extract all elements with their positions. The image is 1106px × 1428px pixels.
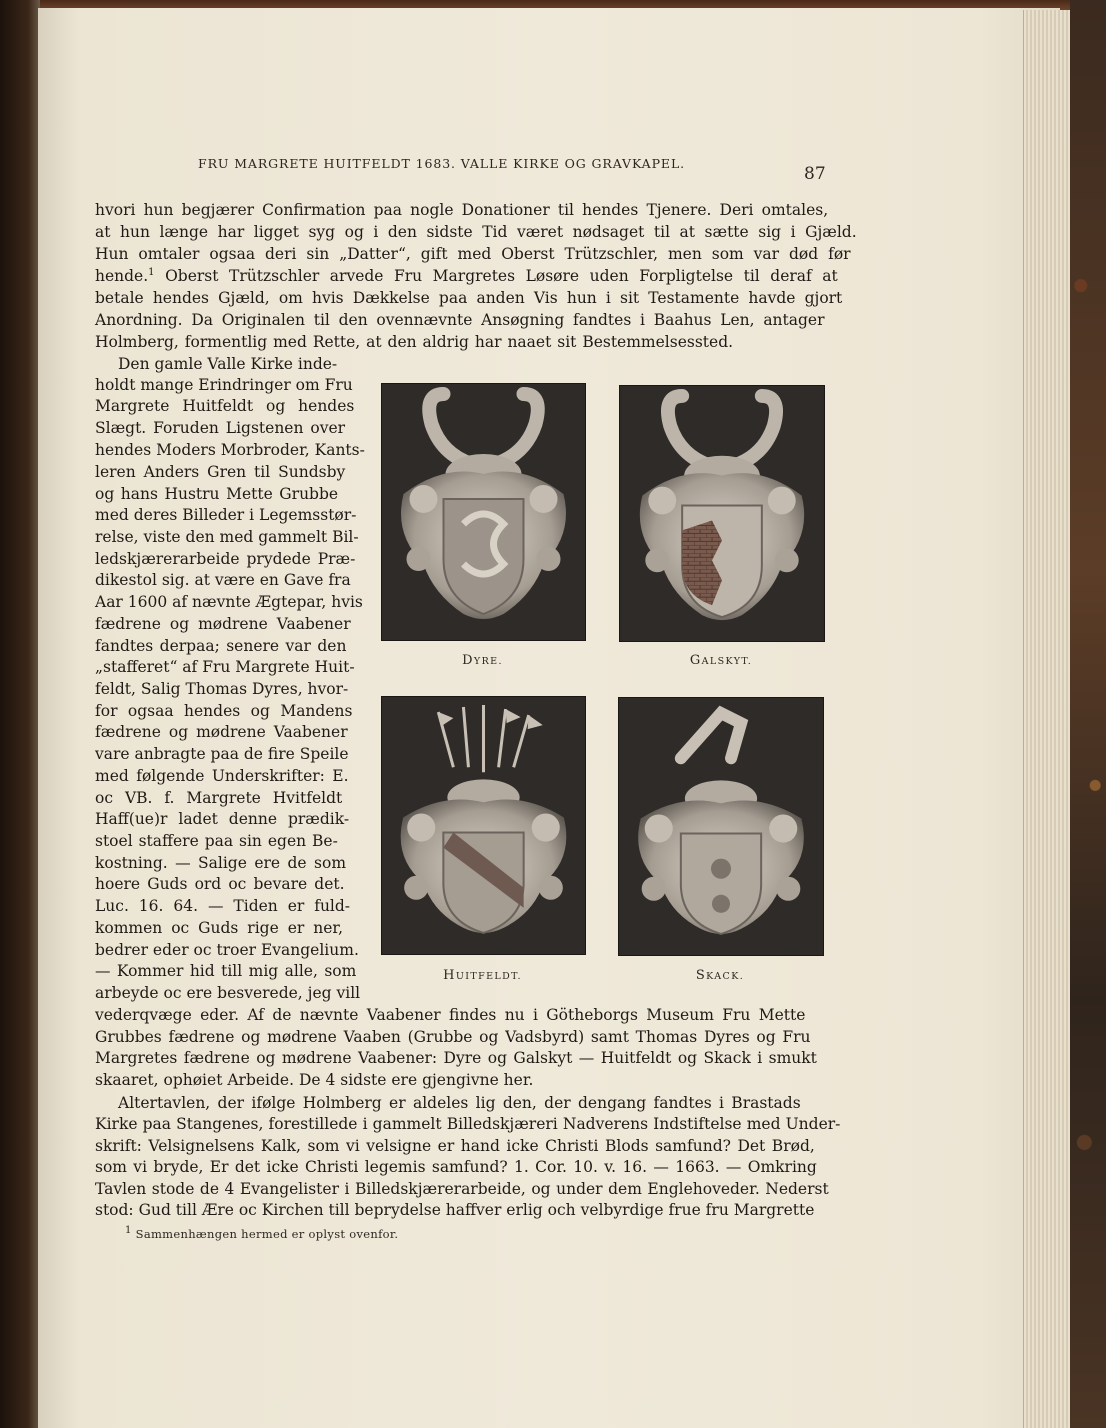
text-line: hendes Moders Morbroder, Kants- xyxy=(95,441,365,459)
text-line: holdt mange Erindringer om Fru xyxy=(95,376,353,394)
text-line: med deres Billeder i Legemsstør- xyxy=(95,506,357,524)
text-line: fædrene og mødrene Vaabener xyxy=(95,723,348,741)
text-line: kostning. — Salige ere de som xyxy=(95,854,347,872)
text-line: Margretes fædrene og mødrene Vaabener: Dyre og Galskyt — Huitfeldt og Skack i smukt xyxy=(95,1049,817,1067)
text-line: vederqvæge eder. Af de nævnte Vaabener findes nu i Götheborgs Museum Fru Mette xyxy=(95,1006,806,1024)
text-line: skrift: Velsignelsens Kalk, som vi velsigne er hand icke Christi Blods samfund? Det Brød, xyxy=(95,1137,815,1155)
page-number: 87 xyxy=(804,164,826,184)
text-line: dikestol sig. at være en Gave fra xyxy=(95,571,351,589)
caption-galskyt: GALSKYT. xyxy=(689,653,753,668)
plate-dyre xyxy=(381,383,586,641)
footnote-mark: 1 xyxy=(125,1225,132,1237)
text-line: Haff(ue)r ladet denne prædik- xyxy=(95,810,350,828)
text-line: at hun længe har ligget syg og i den sidste Tid været nødsaget til at sætte sig i Gjæld. xyxy=(95,223,857,241)
text-line: Anordning. Da Originalen til den ovennævnte Ansøgning fandtes i Baahus Len, antager xyxy=(95,311,825,329)
caption-dyre: DYRE. xyxy=(462,653,503,668)
text-fragment: Oberst Trützschler arvede Fru Margretes Løsøre uden Forpligtelse til deraf at xyxy=(154,267,838,285)
text-line: relse, viste den med gammelt Bil- xyxy=(95,528,359,546)
text-line: Slægt. Foruden Ligstenen over xyxy=(95,419,346,437)
text-line: leren Anders Gren til Sundsby xyxy=(95,463,346,481)
coat-of-arms-huitfeldt-image xyxy=(382,697,585,954)
plate-huitfeldt xyxy=(381,696,586,955)
plate-galskyt xyxy=(619,385,825,642)
text-line: bedrer eder oc troer Evangelium. xyxy=(95,941,359,959)
text-line: for ogsaa hendes og Mandens xyxy=(95,702,353,720)
running-head: FRU MARGRETE HUITFELDT 1683. VALLE KIRKE OG GRAVKAPEL. xyxy=(198,156,686,171)
text-line: ledskjærerarbeide prydede Præ- xyxy=(95,550,356,568)
caption-huitfeldt: HUITFELDT. xyxy=(443,968,522,983)
caption-skack: SKACK. xyxy=(695,968,745,983)
text-line: Den gamle Valle Kirke inde- xyxy=(118,355,338,373)
text-line: Holmberg, formentlig med Rette, at den aldrig har naaet sit Bestemmelsessted. xyxy=(95,333,734,351)
book-binding-left xyxy=(0,0,40,1428)
text-line: vare anbragte paa de fire Speile xyxy=(95,745,349,763)
footnote xyxy=(125,1227,398,1241)
text-line: hvori hun begjærer Confirmation paa nogle Donationer til hendes Tjenere. Deri omtales, xyxy=(95,201,829,219)
plate-skack xyxy=(618,697,824,956)
text-line: fandtes derpaa; senere var den xyxy=(95,637,347,655)
text-line: Hun omtaler ogsaa deri sin „Datter“, gift med Oberst Trützschler, men som var død før xyxy=(95,245,851,263)
coat-of-arms-dyre-image xyxy=(382,384,585,640)
text-line: Margrete Huitfeldt og hendes xyxy=(95,397,355,415)
text-line: og hans Hustru Mette Grubbe xyxy=(95,485,339,503)
text-line: stoel staffere paa sin egen Be- xyxy=(95,832,338,850)
text-line: som vi bryde, Er det icke Christi legemis samfund? 1. Cor. 10. v. 16. — 1663. — Omkring xyxy=(95,1158,817,1176)
text-line: Grubbes fædrene og mødrene Vaaben (Grubbe og Vadsbyrd) samt Thomas Dyres og Fru xyxy=(95,1028,811,1046)
text-line: Aar 1600 af nævnte Ægtepar, hvis xyxy=(95,593,363,611)
text-line: oc VB. f. Margrete Hvitfeldt xyxy=(95,789,343,807)
text-line: feldt, Salig Thomas Dyres, hvor- xyxy=(95,680,349,698)
footnote-text: Sammenhængen hermed er oplyst ovenfor. xyxy=(135,1227,399,1241)
book-cover-right xyxy=(1070,0,1106,1428)
text-line: betale hendes Gjæld, om hvis Dækkelse paa anden Vis hun i sit Testamente havde gjort xyxy=(95,289,843,307)
text-fragment: hende. xyxy=(95,267,149,285)
page-edges xyxy=(1023,10,1070,1428)
text-line xyxy=(95,266,838,286)
text-line: Altertavlen, der ifølge Holmberg er aldeles lig den, der dengang fandtes i Brastads xyxy=(118,1094,801,1112)
text-line: Tavlen stode de 4 Evangelister i Billedskjærerarbeide, og under dem Englehoveder. Nederst xyxy=(95,1180,829,1198)
text-line: kommen oc Guds rige er ner, xyxy=(95,919,343,937)
text-line: hoere Guds ord oc bevare det. xyxy=(95,875,345,893)
text-line: — Kommer hid till mig alle, som xyxy=(95,962,357,980)
text-line: „stafferet“ af Fru Margrete Huit- xyxy=(95,658,355,676)
text-line: Luc. 16. 64. — Tiden er fuld- xyxy=(95,897,351,915)
text-line: med følgende Underskrifter: E. xyxy=(95,767,349,785)
coat-of-arms-skack-image xyxy=(619,698,823,955)
coat-of-arms-galskyt-image xyxy=(620,386,824,641)
text-line: fædrene og mødrene Vaabener xyxy=(95,615,351,633)
text-line: skaaret, ophøiet Arbeide. De 4 sidste ere gjengivne her. xyxy=(95,1071,534,1089)
text-line: Kirke paa Stangenes, forestillede i gammelt Billedskjæreri Nadverens Indstiftelse med Under- xyxy=(95,1115,841,1133)
text-line: stod: Gud till Ære oc Kirchen till beprydelse haffver erlig och velbyrdige frue fru Margrette xyxy=(95,1201,815,1219)
text-line: arbeyde oc ere besverede, jeg vill xyxy=(95,984,361,1002)
footnote-reference: 1 xyxy=(148,266,155,278)
